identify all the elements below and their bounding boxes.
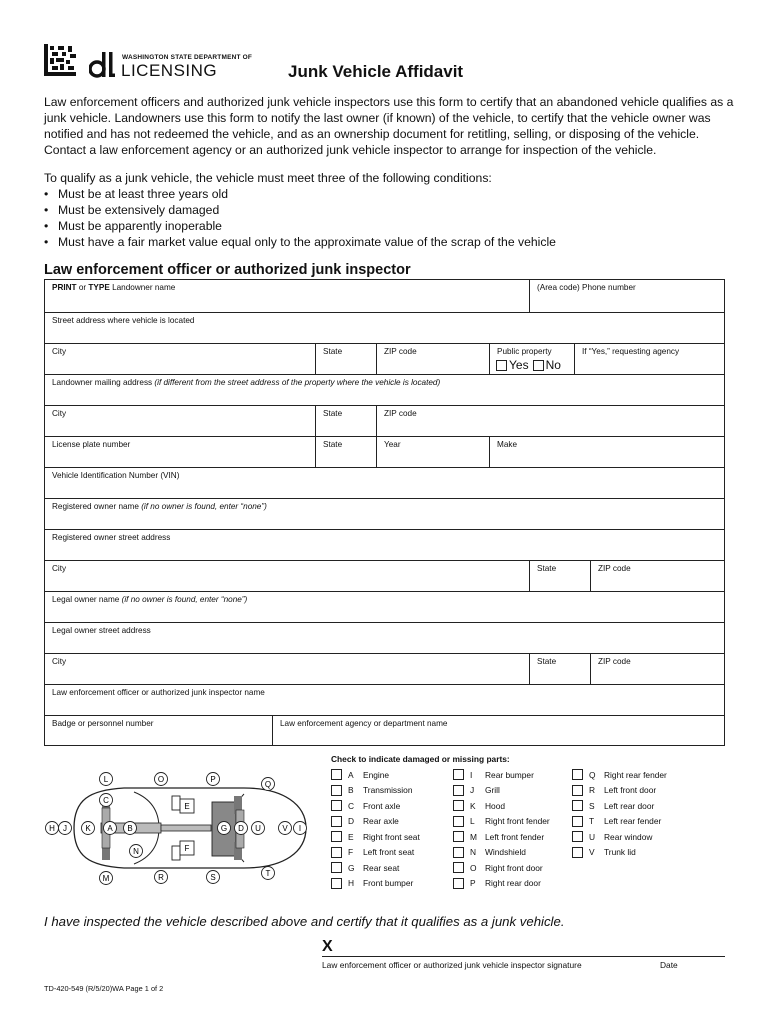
- form-row: [45, 374, 724, 405]
- form-row: [45, 560, 724, 591]
- form-row: [45, 312, 724, 343]
- part-letter: E: [348, 831, 354, 842]
- part-letter: C: [348, 800, 355, 811]
- street-located-field[interactable]: [45, 313, 724, 343]
- car-diagram: [44, 770, 329, 888]
- requesting-agency-field[interactable]: [574, 344, 724, 374]
- car-part-label: [235, 822, 248, 835]
- part-checkbox[interactable]: [331, 816, 342, 827]
- car-part-label: [130, 845, 143, 858]
- zip-label: ZIP code: [598, 657, 631, 666]
- car-part-label: [100, 872, 113, 885]
- car-part-label: [294, 822, 307, 835]
- city-field[interactable]: [45, 344, 315, 374]
- form-row: [45, 684, 724, 715]
- part-item: [453, 829, 550, 845]
- part-name: Rear axle: [363, 816, 399, 827]
- part-letter: V: [589, 847, 595, 858]
- part-letter: I: [470, 769, 473, 780]
- part-checkbox[interactable]: [453, 800, 464, 811]
- part-checkbox[interactable]: [572, 800, 583, 811]
- barcode-icon: [44, 44, 76, 76]
- part-item: [572, 829, 667, 845]
- part-checkbox[interactable]: [453, 831, 464, 842]
- part-item: [572, 845, 667, 861]
- badge-field[interactable]: [45, 716, 272, 745]
- license-plate-label: License plate number: [52, 440, 131, 449]
- part-name: Left front seat: [363, 847, 415, 858]
- car-part-label: [252, 822, 265, 835]
- or-label: or: [76, 283, 89, 292]
- form-row: [45, 467, 724, 498]
- part-checkbox[interactable]: [453, 847, 464, 858]
- agency-dept-field[interactable]: [272, 716, 724, 745]
- form-row: [45, 653, 724, 684]
- part-item: [453, 860, 550, 876]
- legal-zip-field[interactable]: [590, 654, 724, 684]
- car-part-letter: L: [103, 775, 109, 784]
- part-letter: T: [589, 816, 595, 827]
- section-title: Law enforcement officer or authorized junk inspector: [44, 262, 411, 278]
- agency-dept-label: Law enforcement agency or department name: [280, 719, 448, 728]
- inspector-name-label: Law enforcement officer or authorized junk inspector name: [52, 688, 265, 697]
- parts-title: Check to indicate damaged or missing parts:: [331, 754, 510, 764]
- make-field[interactable]: [489, 437, 724, 467]
- part-letter: M: [470, 831, 477, 842]
- certification-statement: I have inspected the vehicle described above and certify that it qualifies as a junk vehicle.: [44, 914, 565, 929]
- zip-label: ZIP code: [384, 347, 417, 356]
- form-row: [45, 715, 724, 745]
- car-part-letter: O: [157, 775, 165, 784]
- form-header: [44, 44, 734, 84]
- part-letter: G: [348, 862, 355, 873]
- form-row: [45, 343, 724, 374]
- car-part-label: [207, 773, 220, 786]
- part-name: Front bumper: [363, 878, 414, 889]
- yes-checkbox[interactable]: [496, 360, 507, 371]
- car-part-label: [100, 794, 113, 807]
- part-checkbox[interactable]: [453, 785, 464, 796]
- form-row: [45, 529, 724, 560]
- parts-column: [331, 767, 420, 891]
- car-part-letter: P: [210, 775, 216, 784]
- car-part-label: [155, 871, 168, 884]
- mailing-zip-field[interactable]: [376, 406, 724, 436]
- part-item: [331, 783, 420, 799]
- qualify-item: • Must be extensively damaged: [44, 202, 734, 218]
- part-checkbox[interactable]: [331, 878, 342, 889]
- dol-logo-mark-icon: [89, 48, 115, 78]
- no-checkbox[interactable]: [533, 360, 544, 371]
- part-item: [453, 798, 550, 814]
- form-footer: TD-420-549 (R/5/20)WA Page 1 of 2: [44, 984, 164, 993]
- state-label: State: [323, 409, 343, 418]
- make-label: Make: [497, 440, 518, 449]
- part-item: [331, 767, 420, 783]
- street-located-label: Street address where vehicle is located: [52, 316, 195, 325]
- page-title: Junk Vehicle Affidavit: [288, 62, 464, 81]
- registered-owner-label: Registered owner name: [52, 502, 142, 511]
- phone-field[interactable]: [529, 280, 724, 312]
- registered-street-label: Registered owner street address: [52, 533, 171, 542]
- state-label: State: [323, 347, 343, 356]
- part-item: [331, 860, 420, 876]
- part-checkbox[interactable]: [453, 878, 464, 889]
- print-label: PRINT: [52, 283, 77, 292]
- part-name: Transmission: [363, 785, 413, 796]
- part-item: [331, 814, 420, 830]
- agency-name-small: WASHINGTON STATE DEPARTMENT OF: [122, 54, 253, 61]
- legal-city-field[interactable]: [45, 654, 529, 684]
- part-name: Left front fender: [485, 831, 545, 842]
- car-part-letter: Q: [264, 780, 272, 789]
- part-item: [331, 829, 420, 845]
- signature-label: Law enforcement officer or authorized junk vehicle inspector signature: [322, 960, 582, 970]
- legal-street-field[interactable]: [45, 623, 724, 653]
- qualify-item: • Must have a fair market value equal only to the approximate value of the scrap of the vehicle: [44, 234, 734, 250]
- part-checkbox[interactable]: [572, 816, 583, 827]
- part-name: Right front seat: [363, 831, 420, 842]
- part-letter: K: [470, 800, 476, 811]
- part-item: [331, 845, 420, 861]
- car-part-letter: A: [107, 824, 113, 833]
- part-item: [572, 783, 667, 799]
- part-item: [453, 876, 550, 892]
- part-checkbox[interactable]: [453, 769, 464, 780]
- zip-field[interactable]: [376, 344, 489, 374]
- part-name: Windshield: [485, 847, 526, 858]
- parts-checklist: [331, 767, 731, 897]
- part-name: Rear window: [604, 831, 653, 842]
- inspector-name-field[interactable]: [45, 685, 724, 715]
- dol-logo: [89, 48, 279, 80]
- car-part-label: [180, 799, 194, 813]
- yes-label: Yes: [509, 358, 529, 372]
- part-name: Left front door: [604, 785, 657, 796]
- car-part-letter: B: [127, 824, 133, 833]
- car-part-letter: M: [102, 874, 110, 883]
- part-checkbox[interactable]: [331, 800, 342, 811]
- car-part-letter: V: [282, 824, 288, 833]
- inspection-form: [44, 279, 725, 746]
- car-part-letter: E: [184, 802, 190, 811]
- part-checkbox[interactable]: [331, 831, 342, 842]
- part-name: Left rear door: [604, 800, 655, 811]
- car-part-letter: C: [103, 796, 109, 805]
- part-name: Right rear door: [485, 878, 541, 889]
- landowner-name-label: Landowner name: [109, 283, 176, 292]
- qualify-lead: To qualify as a junk vehicle, the vehicle must meet three of the following conditions:: [44, 171, 492, 185]
- mailing-note: (if different from the street address of the property where the vehicle is located): [154, 378, 441, 387]
- part-letter: H: [348, 878, 355, 889]
- city-label: City: [52, 657, 67, 666]
- requesting-agency-label: If “Yes,” requesting agency: [582, 347, 680, 356]
- form-row: [45, 280, 724, 312]
- part-item: [453, 783, 550, 799]
- part-letter: D: [348, 816, 355, 827]
- vin-label: Vehicle Identification Number (VIN): [52, 471, 180, 480]
- public-property-field: [489, 344, 574, 374]
- registered-street-field[interactable]: [45, 530, 724, 560]
- part-name: Engine: [363, 769, 390, 780]
- form-row: [45, 436, 724, 467]
- agency-name-big: LICENSING: [121, 61, 218, 80]
- legal-owner-label: Legal owner name: [52, 595, 122, 604]
- part-item: [572, 798, 667, 814]
- registered-city-field[interactable]: [45, 561, 529, 591]
- qualify-item: • Must be at least three years old: [44, 186, 734, 202]
- part-name: Rear seat: [363, 862, 400, 873]
- part-letter: S: [589, 800, 595, 811]
- part-checkbox[interactable]: [331, 785, 342, 796]
- registered-owner-field[interactable]: [45, 499, 724, 529]
- registered-zip-field[interactable]: [590, 561, 724, 591]
- zip-label: ZIP code: [384, 409, 417, 418]
- intro-paragraph: Law enforcement officers and authorized junk vehicle inspectors use this form to certify that an abandoned vehicle qualifies as a junk vehicle. Landowners use this form to notify the last owner (if known) of the vehicle, to certify that the vehicle owner was notified and has not redeemed the vehicle, and as an ownership document for retitling, selling, or disposing of the vehicle. Contact a law enforcement agency or an authorized junk vehicle inspector to arrange for inspection of the vehicle.: [44, 95, 734, 157]
- no-label: No: [545, 358, 561, 372]
- part-checkbox[interactable]: [331, 769, 342, 780]
- part-letter: R: [589, 785, 596, 796]
- part-name: Right front fender: [485, 816, 550, 827]
- phone-label: (Area code) Phone number: [537, 283, 636, 292]
- parts-column: [572, 767, 667, 860]
- part-checkbox[interactable]: [331, 847, 342, 858]
- part-letter: L: [470, 816, 475, 827]
- car-part-letter: I: [298, 824, 302, 833]
- part-letter: Q: [589, 769, 596, 780]
- part-item: [331, 798, 420, 814]
- car-part-label: [104, 822, 117, 835]
- city-label: City: [52, 347, 67, 356]
- part-item: [572, 767, 667, 783]
- license-plate-field[interactable]: [45, 437, 315, 467]
- owner-note: (if no owner is found, enter “none”): [141, 502, 267, 511]
- part-checkbox[interactable]: [453, 816, 464, 827]
- state-label: State: [537, 657, 557, 666]
- car-part-label: [124, 822, 137, 835]
- part-checkbox[interactable]: [572, 769, 583, 780]
- car-part-label: [262, 867, 275, 880]
- state-field[interactable]: [315, 344, 376, 374]
- city-label: City: [52, 409, 67, 418]
- year-label: Year: [384, 440, 401, 449]
- car-part-letter: D: [238, 824, 244, 833]
- car-part-letter: K: [85, 824, 91, 833]
- qualify-item: • Must be apparently inoperable: [44, 218, 734, 234]
- part-item: [453, 767, 550, 783]
- part-name: Left rear fender: [604, 816, 662, 827]
- type-label: TYPE: [88, 283, 110, 292]
- car-part-label: [207, 871, 220, 884]
- car-part-letter: J: [63, 824, 67, 833]
- part-name: Front axle: [363, 800, 401, 811]
- date-label: Date: [660, 960, 678, 970]
- part-letter: P: [470, 878, 476, 889]
- part-letter: B: [348, 785, 354, 796]
- mailing-address-field[interactable]: [45, 375, 724, 405]
- zip-label: ZIP code: [598, 564, 631, 573]
- landowner-name-field[interactable]: [45, 280, 529, 312]
- part-checkbox[interactable]: [331, 862, 342, 873]
- legal-owner-field[interactable]: [45, 592, 724, 622]
- car-part-letter: N: [133, 847, 139, 856]
- part-checkbox[interactable]: [572, 785, 583, 796]
- part-checkbox[interactable]: [453, 862, 464, 873]
- part-name: Right front door: [485, 862, 543, 873]
- car-part-label: [82, 822, 95, 835]
- car-part-label: [218, 822, 231, 835]
- car-part-letter: T: [265, 869, 271, 878]
- signature-x: X: [322, 938, 333, 955]
- part-letter: O: [470, 862, 477, 873]
- part-name: Hood: [485, 800, 506, 811]
- part-name: Trunk lid: [604, 847, 636, 858]
- part-item: [453, 814, 550, 830]
- part-item: [331, 876, 420, 892]
- part-name: Grill: [485, 785, 500, 796]
- car-part-label: [155, 773, 168, 786]
- part-name: Right rear fender: [604, 769, 667, 780]
- car-part-letter: G: [220, 824, 228, 833]
- part-item: [572, 814, 667, 830]
- city-label: City: [52, 564, 67, 573]
- car-part-label: [46, 822, 59, 835]
- legal-street-label: Legal owner street address: [52, 626, 151, 635]
- public-property-choice: [496, 358, 565, 372]
- plate-state-field[interactable]: [315, 437, 376, 467]
- car-part-letter: F: [184, 844, 190, 853]
- state-label: State: [323, 440, 343, 449]
- form-row: [45, 405, 724, 436]
- form-row: [45, 498, 724, 529]
- year-field[interactable]: [376, 437, 489, 467]
- part-name: Rear bumper: [485, 769, 534, 780]
- car-part-label: [262, 778, 275, 791]
- part-letter: N: [470, 847, 477, 858]
- part-letter: A: [348, 769, 354, 780]
- registered-state-field[interactable]: [529, 561, 590, 591]
- part-item: [453, 845, 550, 861]
- vin-field[interactable]: [45, 468, 724, 498]
- signature-line[interactable]: [322, 956, 725, 957]
- state-label: State: [537, 564, 557, 573]
- form-row: [45, 591, 724, 622]
- car-part-label: [100, 773, 113, 786]
- mailing-state-field[interactable]: [315, 406, 376, 436]
- car-part-label: [279, 822, 292, 835]
- badge-label: Badge or personnel number: [52, 719, 154, 728]
- mailing-city-field[interactable]: [45, 406, 315, 436]
- part-checkbox[interactable]: [572, 847, 583, 858]
- mailing-address-label: Landowner mailing address: [52, 378, 155, 387]
- legal-state-field[interactable]: [529, 654, 590, 684]
- qualify-section: [44, 170, 734, 250]
- car-part-label: [180, 841, 194, 855]
- car-part-letter: S: [210, 873, 216, 882]
- car-part-letter: H: [49, 824, 55, 833]
- car-part-letter: U: [255, 824, 261, 833]
- form-row: [45, 622, 724, 653]
- car-part-label: [59, 822, 72, 835]
- public-property-label: Public property: [497, 347, 552, 356]
- parts-column: [453, 767, 550, 891]
- qualify-list: [44, 186, 734, 250]
- part-letter: U: [589, 831, 596, 842]
- part-letter: F: [348, 847, 354, 858]
- owner-note: (if no owner is found, enter “none”): [121, 595, 248, 604]
- car-part-letter: R: [158, 873, 164, 882]
- part-letter: J: [470, 785, 475, 796]
- part-checkbox[interactable]: [572, 831, 583, 842]
